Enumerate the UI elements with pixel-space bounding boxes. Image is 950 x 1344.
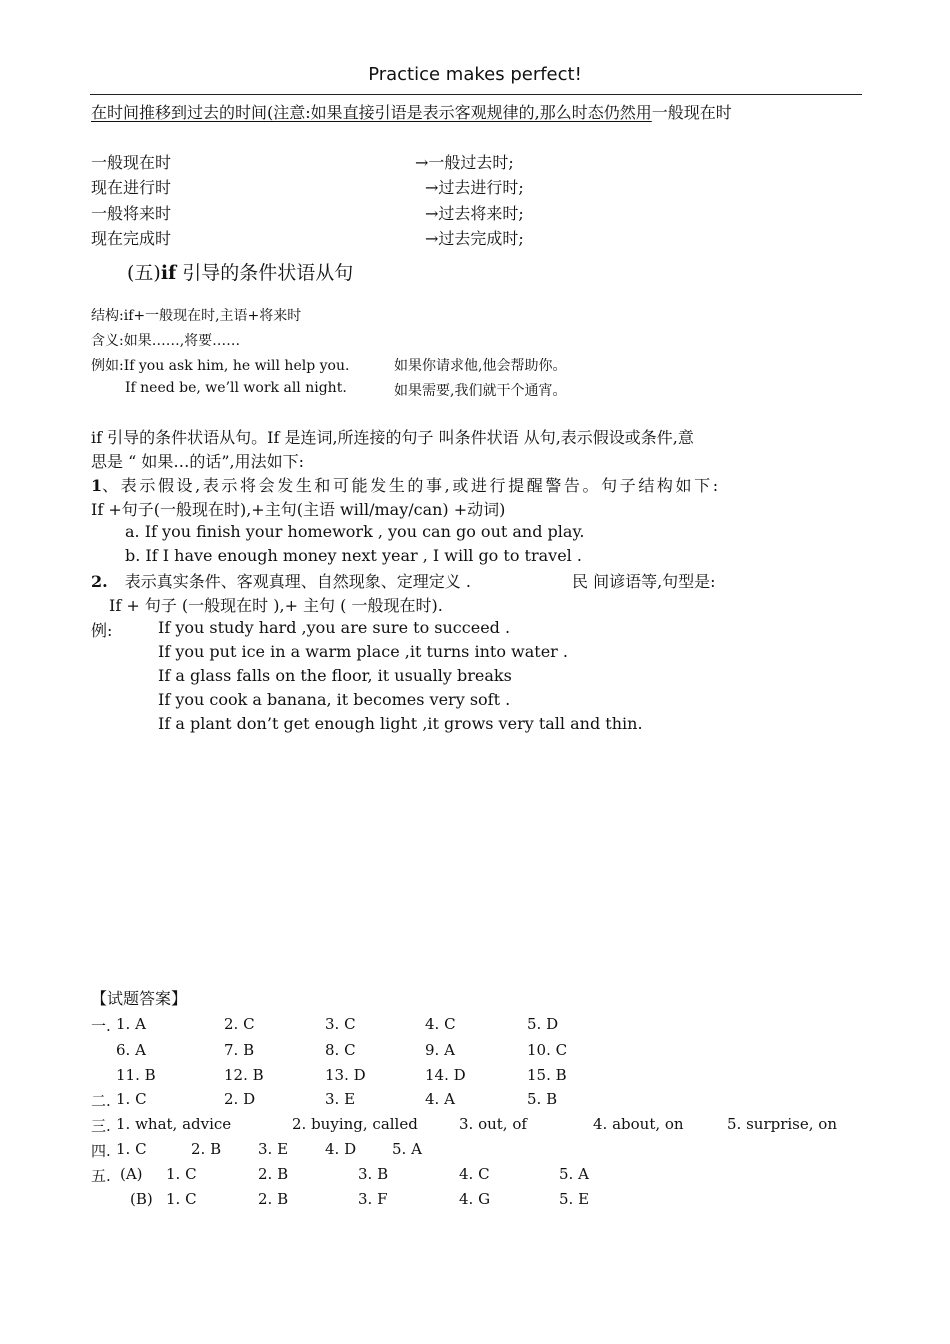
answer-item: 5. surprise, on	[727, 1115, 837, 1133]
part2-label: 二.	[91, 1092, 111, 1110]
point-1-formula: If +句子(一般现在时),+主句(主语 will/may/can) +动词)	[91, 500, 506, 519]
examples-label: 例:	[91, 621, 113, 640]
answer-item: 2. D	[224, 1090, 256, 1108]
explanation-line-2: 思是 “ 如果…的话”,用法如下:	[91, 452, 305, 471]
tense-to-2: →过去进行时;	[425, 178, 524, 197]
intro-line	[91, 100, 732, 123]
answer-item: 9. A	[425, 1041, 455, 1059]
part4-label: 四.	[91, 1142, 111, 1160]
point-2-number: 2.	[91, 572, 108, 591]
point-2	[91, 569, 471, 592]
answer-item: 3. E	[325, 1090, 356, 1108]
point-1-example-a: a. If you finish your homework , you can go out and play.	[125, 522, 585, 541]
answer-item: 12. B	[224, 1066, 264, 1084]
answer-item: 1. C	[116, 1090, 147, 1108]
answer-item: 4. A	[425, 1090, 455, 1108]
answer-item: 5. D	[527, 1015, 559, 1033]
example-sentence-1: If you study hard ,you are sure to succeed .	[158, 618, 511, 637]
tense-to-1: →一般过去时;	[415, 153, 514, 172]
part1-label: 一.	[91, 1017, 111, 1035]
answer-item: 1. C	[166, 1190, 197, 1208]
answer-item: 3. F	[358, 1190, 388, 1208]
answer-item: 1. C	[166, 1165, 197, 1183]
answer-item: 11. B	[116, 1066, 156, 1084]
point-2-formula: If + 句子 (一般现在时 ),+ 主句 ( 一般现在时).	[109, 596, 443, 615]
example-sentence-4: If you cook a banana, it becomes very soft .	[158, 690, 511, 709]
example-en-1: 例如:If you ask him, he will help you.	[91, 358, 350, 374]
example-zh-2: 如果需要,我们就干个通宵。	[394, 383, 567, 399]
part5-a-label: (A)	[120, 1165, 143, 1183]
structure-line: 结构:if+一般现在时,主语+将来时	[91, 308, 302, 324]
example-zh-1: 如果你请求他,他会帮助你。	[394, 358, 567, 374]
answer-item: 2. B	[258, 1190, 289, 1208]
intro-rest: 一般现在时	[651, 103, 732, 122]
part3-label: 三.	[91, 1117, 111, 1135]
example-sentence-5: If a plant don’t get enough light ,it grows very tall and thin.	[158, 714, 643, 733]
answer-item: 4. D	[325, 1140, 357, 1158]
page-header-title: Practice makes perfect!	[368, 64, 582, 85]
tense-from-3: 一般将来时	[91, 204, 172, 223]
point-2-tail: 民 间谚语等,句型是:	[572, 572, 716, 591]
header-divider	[90, 94, 862, 95]
point-1	[91, 473, 721, 496]
intro-underlined: 在时间推移到过去的时间(注意:如果直接引语是表示客观规律的,那么时态仍然用	[91, 103, 652, 122]
answers-title: 【试题答案】	[91, 989, 188, 1008]
part5-b-label: (B)	[130, 1190, 153, 1208]
example-en-2: If need be, we’ll work all night.	[125, 380, 347, 396]
answer-item: 2. buying, called	[292, 1115, 418, 1133]
answer-item: 4. G	[459, 1190, 491, 1208]
answer-item: 4. about, on	[593, 1115, 684, 1133]
answer-item: 5. B	[527, 1090, 558, 1108]
answer-item: 3. B	[358, 1165, 389, 1183]
answer-item: 1. what, advice	[116, 1115, 232, 1133]
answer-item: 8. C	[325, 1041, 356, 1059]
answer-item: 2. C	[224, 1015, 255, 1033]
answer-item: 3. out, of	[459, 1115, 527, 1133]
tense-from-4: 现在完成时	[91, 229, 172, 248]
tense-from-1: 一般现在时	[91, 153, 172, 172]
example-sentence-3: If a glass falls on the floor, it usually breaks	[158, 666, 512, 685]
point-1-number: 1	[91, 476, 103, 495]
meaning-line: 含义:如果……,将要……	[91, 333, 241, 349]
section-heading	[127, 258, 353, 285]
tense-to-3: →过去将来时;	[425, 204, 524, 223]
point-1-example-b: b. If I have enough money next year , I will go to travel .	[125, 546, 582, 565]
answer-item: 13. D	[325, 1066, 366, 1084]
answer-item: 6. A	[116, 1041, 146, 1059]
answer-item: 2. B	[258, 1165, 289, 1183]
section-heading-prefix: (五)	[127, 262, 161, 284]
section-heading-if: if	[160, 262, 177, 284]
explanation-line-1: if 引导的条件状语从句。If 是连词,所连接的句子 叫条件状语 从句,表示假设或条件,意	[91, 428, 694, 447]
point-2-text: 表示真实条件、客观真理、自然现象、定理定义 .	[124, 572, 471, 591]
section-heading-suffix: 引导的条件状语从句	[182, 262, 354, 284]
answer-item: 5. A	[392, 1140, 422, 1158]
example-sentence-2: If you put ice in a warm place ,it turns into water .	[158, 642, 568, 661]
tense-from-2: 现在进行时	[91, 178, 172, 197]
answer-item: 7. B	[224, 1041, 255, 1059]
answer-item: 1. C	[116, 1140, 147, 1158]
answer-item: 5. E	[559, 1190, 590, 1208]
answer-item: 4. C	[459, 1165, 490, 1183]
answer-item: 2. B	[191, 1140, 222, 1158]
answer-item: 15. B	[527, 1066, 567, 1084]
tense-to-4: →过去完成时;	[425, 229, 524, 248]
point-1-text: 、表示假设,表示将会发生和可能发生的事,或进行提醒警告。句子结构如下:	[102, 476, 721, 495]
answer-item: 4. C	[425, 1015, 456, 1033]
answer-item: 1. A	[116, 1015, 146, 1033]
answer-item: 5. A	[559, 1165, 589, 1183]
answer-item: 10. C	[527, 1041, 568, 1059]
answer-item: 3. E	[258, 1140, 289, 1158]
answer-item: 14. D	[425, 1066, 466, 1084]
part5-label: 五.	[91, 1167, 111, 1185]
answer-item: 3. C	[325, 1015, 356, 1033]
